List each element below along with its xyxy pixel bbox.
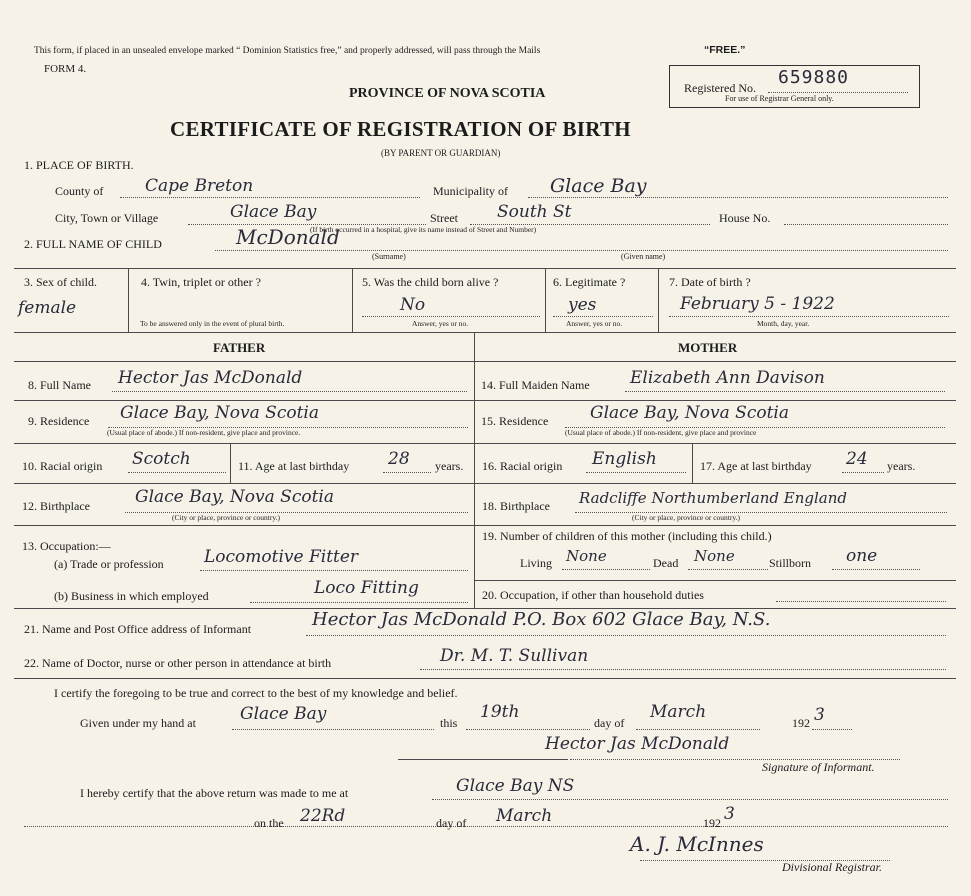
county-label: County of bbox=[55, 184, 104, 198]
given-place-line bbox=[232, 729, 434, 730]
mother-birthplace-label: 18. Birthplace bbox=[482, 499, 550, 513]
mother-racial-line bbox=[586, 472, 686, 473]
legitimate-note: Answer, yes or no. bbox=[566, 319, 623, 328]
divider bbox=[14, 268, 956, 269]
place-of-birth-label: 1. PLACE OF BIRTH. bbox=[24, 158, 134, 172]
surname-caption: (Surname) bbox=[372, 252, 406, 261]
father-name-line bbox=[112, 391, 467, 392]
street-value: South St bbox=[497, 202, 572, 222]
registrar-day-value: 22Rd bbox=[300, 806, 346, 826]
father-heading: FATHER bbox=[213, 340, 266, 355]
stillborn-label: Stillborn bbox=[769, 556, 812, 570]
divider bbox=[14, 400, 956, 401]
registrar-statement: I hereby certify that the above return was made to me at bbox=[80, 786, 349, 800]
date-of-birth-value: February 5 - 1922 bbox=[680, 294, 835, 314]
year-suffix: 3 bbox=[814, 705, 825, 725]
year-prefix: 192 bbox=[792, 716, 810, 730]
date-of-birth-line bbox=[669, 316, 949, 317]
mother-age-unit: years. bbox=[887, 459, 916, 473]
col-divider bbox=[658, 268, 659, 332]
father-age-value: 28 bbox=[388, 449, 410, 469]
divider bbox=[14, 525, 956, 526]
informant-label: 21. Name and Post Office address of Informant bbox=[24, 622, 252, 636]
mother-residence-label: 15. Residence bbox=[481, 414, 549, 428]
given-place-value: Glace Bay bbox=[240, 704, 327, 724]
certificate-subtitle: (BY PARENT OR GUARDIAN) bbox=[381, 148, 501, 158]
child-surname-value: McDonald bbox=[236, 225, 340, 249]
sex-value: female bbox=[18, 298, 77, 318]
registrar-extra-line bbox=[24, 826, 948, 827]
mother-birthplace-line bbox=[575, 512, 947, 513]
month-value: March bbox=[650, 702, 707, 722]
living-label: Living bbox=[520, 556, 552, 570]
alive-value: No bbox=[400, 295, 426, 315]
father-business-label: (b) Business in which employed bbox=[54, 589, 209, 603]
mother-name-line bbox=[625, 391, 945, 392]
house-line bbox=[784, 224, 948, 225]
mother-name-label: 14. Full Maiden Name bbox=[481, 378, 590, 392]
on-the-label: on the bbox=[254, 816, 284, 830]
mother-age-line bbox=[842, 472, 884, 473]
legitimate-line bbox=[553, 316, 653, 317]
father-birthplace-note: (City or place, province or country.) bbox=[172, 513, 281, 522]
date-of-birth-note: Month, day, year. bbox=[757, 319, 810, 328]
registrar-month-value: March bbox=[496, 806, 553, 826]
father-birthplace-label: 12. Birthplace bbox=[22, 499, 90, 513]
mother-residence-note: (Usual place of abode.) If non-resident, give place and province bbox=[565, 428, 757, 437]
informant-value: Hector Jas McDonald P.O. Box 602 Glace Bay, N.S. bbox=[312, 609, 771, 630]
registered-line bbox=[768, 92, 908, 93]
father-name-label: 8. Full Name bbox=[28, 378, 91, 392]
certificate-title: CERTIFICATE OF REGISTRATION OF BIRTH bbox=[170, 117, 631, 141]
given-name-caption: (Given name) bbox=[621, 252, 666, 261]
informant-signature: Hector Jas McDonald bbox=[545, 734, 730, 754]
mother-children-label: 19. Number of children of this mother (including this child.) bbox=[482, 529, 772, 543]
city-value: Glace Bay bbox=[230, 202, 317, 222]
center-divider bbox=[474, 332, 475, 608]
month-line bbox=[636, 729, 760, 730]
legitimate-value: yes bbox=[568, 295, 597, 315]
given-label: Given under my hand at bbox=[80, 716, 196, 730]
father-business-line bbox=[250, 602, 468, 603]
registrar-note: For use of Registrar General only. bbox=[725, 94, 834, 103]
father-residence-note: (Usual place of abode.) If non-resident, give place and province. bbox=[107, 428, 301, 437]
divider bbox=[14, 678, 956, 679]
this-day-line bbox=[466, 729, 590, 730]
father-age-label: 11. Age at last birthday bbox=[238, 459, 350, 473]
city-label: City, Town or Village bbox=[55, 211, 159, 225]
day-of-label: day of bbox=[594, 716, 625, 730]
father-racial-label: 10. Racial origin bbox=[22, 459, 103, 473]
mother-birthplace-note: (City or place, province or country.) bbox=[632, 513, 741, 522]
father-age-unit: years. bbox=[435, 459, 464, 473]
living-line bbox=[562, 569, 650, 570]
municipality-label: Municipality of bbox=[433, 184, 508, 198]
twin-note: To be answered only in the event of plural birth. bbox=[140, 319, 285, 328]
sex-label: 3. Sex of child. bbox=[24, 275, 97, 289]
house-label: House No. bbox=[719, 211, 771, 225]
street-label: Street bbox=[430, 211, 458, 225]
stillborn-line bbox=[832, 569, 920, 570]
province-heading: PROVINCE OF NOVA SCOTIA bbox=[349, 86, 546, 101]
father-trade-label: (a) Trade or profession bbox=[54, 557, 164, 571]
mother-birthplace-value: Radcliffe Northumberland England bbox=[579, 489, 847, 507]
registrar-caption: Divisional Registrar. bbox=[782, 860, 883, 874]
mother-occupation-label: 20. Occupation, if other than household duties bbox=[482, 588, 704, 602]
doctor-value: Dr. M. T. Sullivan bbox=[440, 646, 589, 666]
doctor-label: 22. Name of Doctor, nurse or other person in attendance at birth bbox=[24, 656, 332, 670]
child-name-line bbox=[215, 250, 948, 251]
alive-note: Answer, yes or no. bbox=[412, 319, 469, 328]
child-name-label: 2. FULL NAME OF CHILD bbox=[24, 237, 162, 251]
father-name-value: Hector Jas McDonald bbox=[118, 368, 303, 388]
col-divider bbox=[692, 443, 693, 483]
county-value: Cape Breton bbox=[145, 176, 254, 196]
registrar-day-of-label: day of bbox=[436, 816, 467, 830]
county-line bbox=[120, 197, 420, 198]
mail-notice-free: “FREE.” bbox=[704, 44, 746, 56]
mail-notice: This form, if placed in an unsealed envelope marked “ Dominion Statistics free,” and properly addressed, will pass through the Mails bbox=[34, 46, 541, 56]
mother-age-value: 24 bbox=[846, 449, 868, 469]
divider bbox=[14, 332, 956, 333]
mother-age-label: 17. Age at last birthday bbox=[700, 459, 812, 473]
registered-number: 659880 bbox=[778, 67, 850, 88]
mother-heading: MOTHER bbox=[678, 340, 738, 355]
father-occupation-label: 13. Occupation:— bbox=[22, 539, 111, 553]
legitimate-label: 6. Legitimate ? bbox=[553, 275, 626, 289]
registrar-place-line bbox=[432, 799, 948, 800]
living-value: None bbox=[566, 547, 607, 565]
registered-label: Registered No. bbox=[684, 81, 756, 95]
mother-occupation-line bbox=[776, 601, 946, 602]
signature-caption: Signature of Informant. bbox=[762, 760, 875, 774]
alive-label: 5. Was the child born alive ? bbox=[362, 275, 499, 289]
dead-label: Dead bbox=[653, 556, 679, 570]
form-number: FORM 4. bbox=[44, 63, 87, 75]
alive-line bbox=[362, 316, 540, 317]
this-day-value: 19th bbox=[480, 702, 520, 722]
col-divider bbox=[352, 268, 353, 332]
mother-residence-value: Glace Bay, Nova Scotia bbox=[590, 403, 789, 423]
dead-line bbox=[688, 569, 768, 570]
signature-rule bbox=[398, 759, 568, 760]
divider bbox=[474, 580, 956, 581]
registrar-year-prefix: 192 bbox=[703, 816, 721, 830]
certification-statement: I certify the foregoing to be true and correct to the best of my knowledge and belief. bbox=[54, 686, 458, 700]
father-birthplace-value: Glace Bay, Nova Scotia bbox=[135, 487, 334, 507]
father-racial-line bbox=[128, 472, 226, 473]
informant-line bbox=[306, 635, 946, 636]
divider bbox=[14, 361, 956, 362]
mother-racial-value: English bbox=[592, 449, 657, 469]
stillborn-value: one bbox=[846, 546, 878, 566]
mother-racial-label: 16. Racial origin bbox=[482, 459, 563, 473]
date-of-birth-label: 7. Date of birth ? bbox=[669, 275, 751, 289]
doctor-line bbox=[420, 669, 946, 670]
registrar-signature: A. J. McInnes bbox=[630, 832, 764, 856]
registrar-place-value: Glace Bay NS bbox=[456, 776, 575, 796]
father-age-line bbox=[383, 472, 431, 473]
father-residence-label: 9. Residence bbox=[28, 414, 90, 428]
this-label: this bbox=[440, 716, 458, 730]
father-trade-value: Locomotive Fitter bbox=[204, 547, 359, 567]
dead-value: None bbox=[694, 547, 735, 565]
registrar-year-suffix: 3 bbox=[724, 804, 735, 824]
col-divider bbox=[230, 443, 231, 483]
divider bbox=[14, 483, 956, 484]
father-racial-value: Scotch bbox=[132, 449, 191, 469]
year-line bbox=[812, 729, 852, 730]
twin-label: 4. Twin, triplet or other ? bbox=[141, 275, 261, 289]
municipality-value: Glace Bay bbox=[550, 175, 647, 197]
col-divider bbox=[545, 268, 546, 332]
father-trade-line bbox=[200, 570, 468, 571]
father-residence-value: Glace Bay, Nova Scotia bbox=[120, 403, 319, 423]
mother-name-value: Elizabeth Ann Davison bbox=[630, 368, 825, 388]
col-divider bbox=[128, 268, 129, 332]
municipality-line bbox=[528, 197, 948, 198]
father-business-value: Loco Fitting bbox=[314, 578, 419, 598]
divider bbox=[14, 443, 956, 444]
hospital-note: (If birth occurred in a hospital, give its name instead of Street and Number) bbox=[310, 225, 537, 234]
